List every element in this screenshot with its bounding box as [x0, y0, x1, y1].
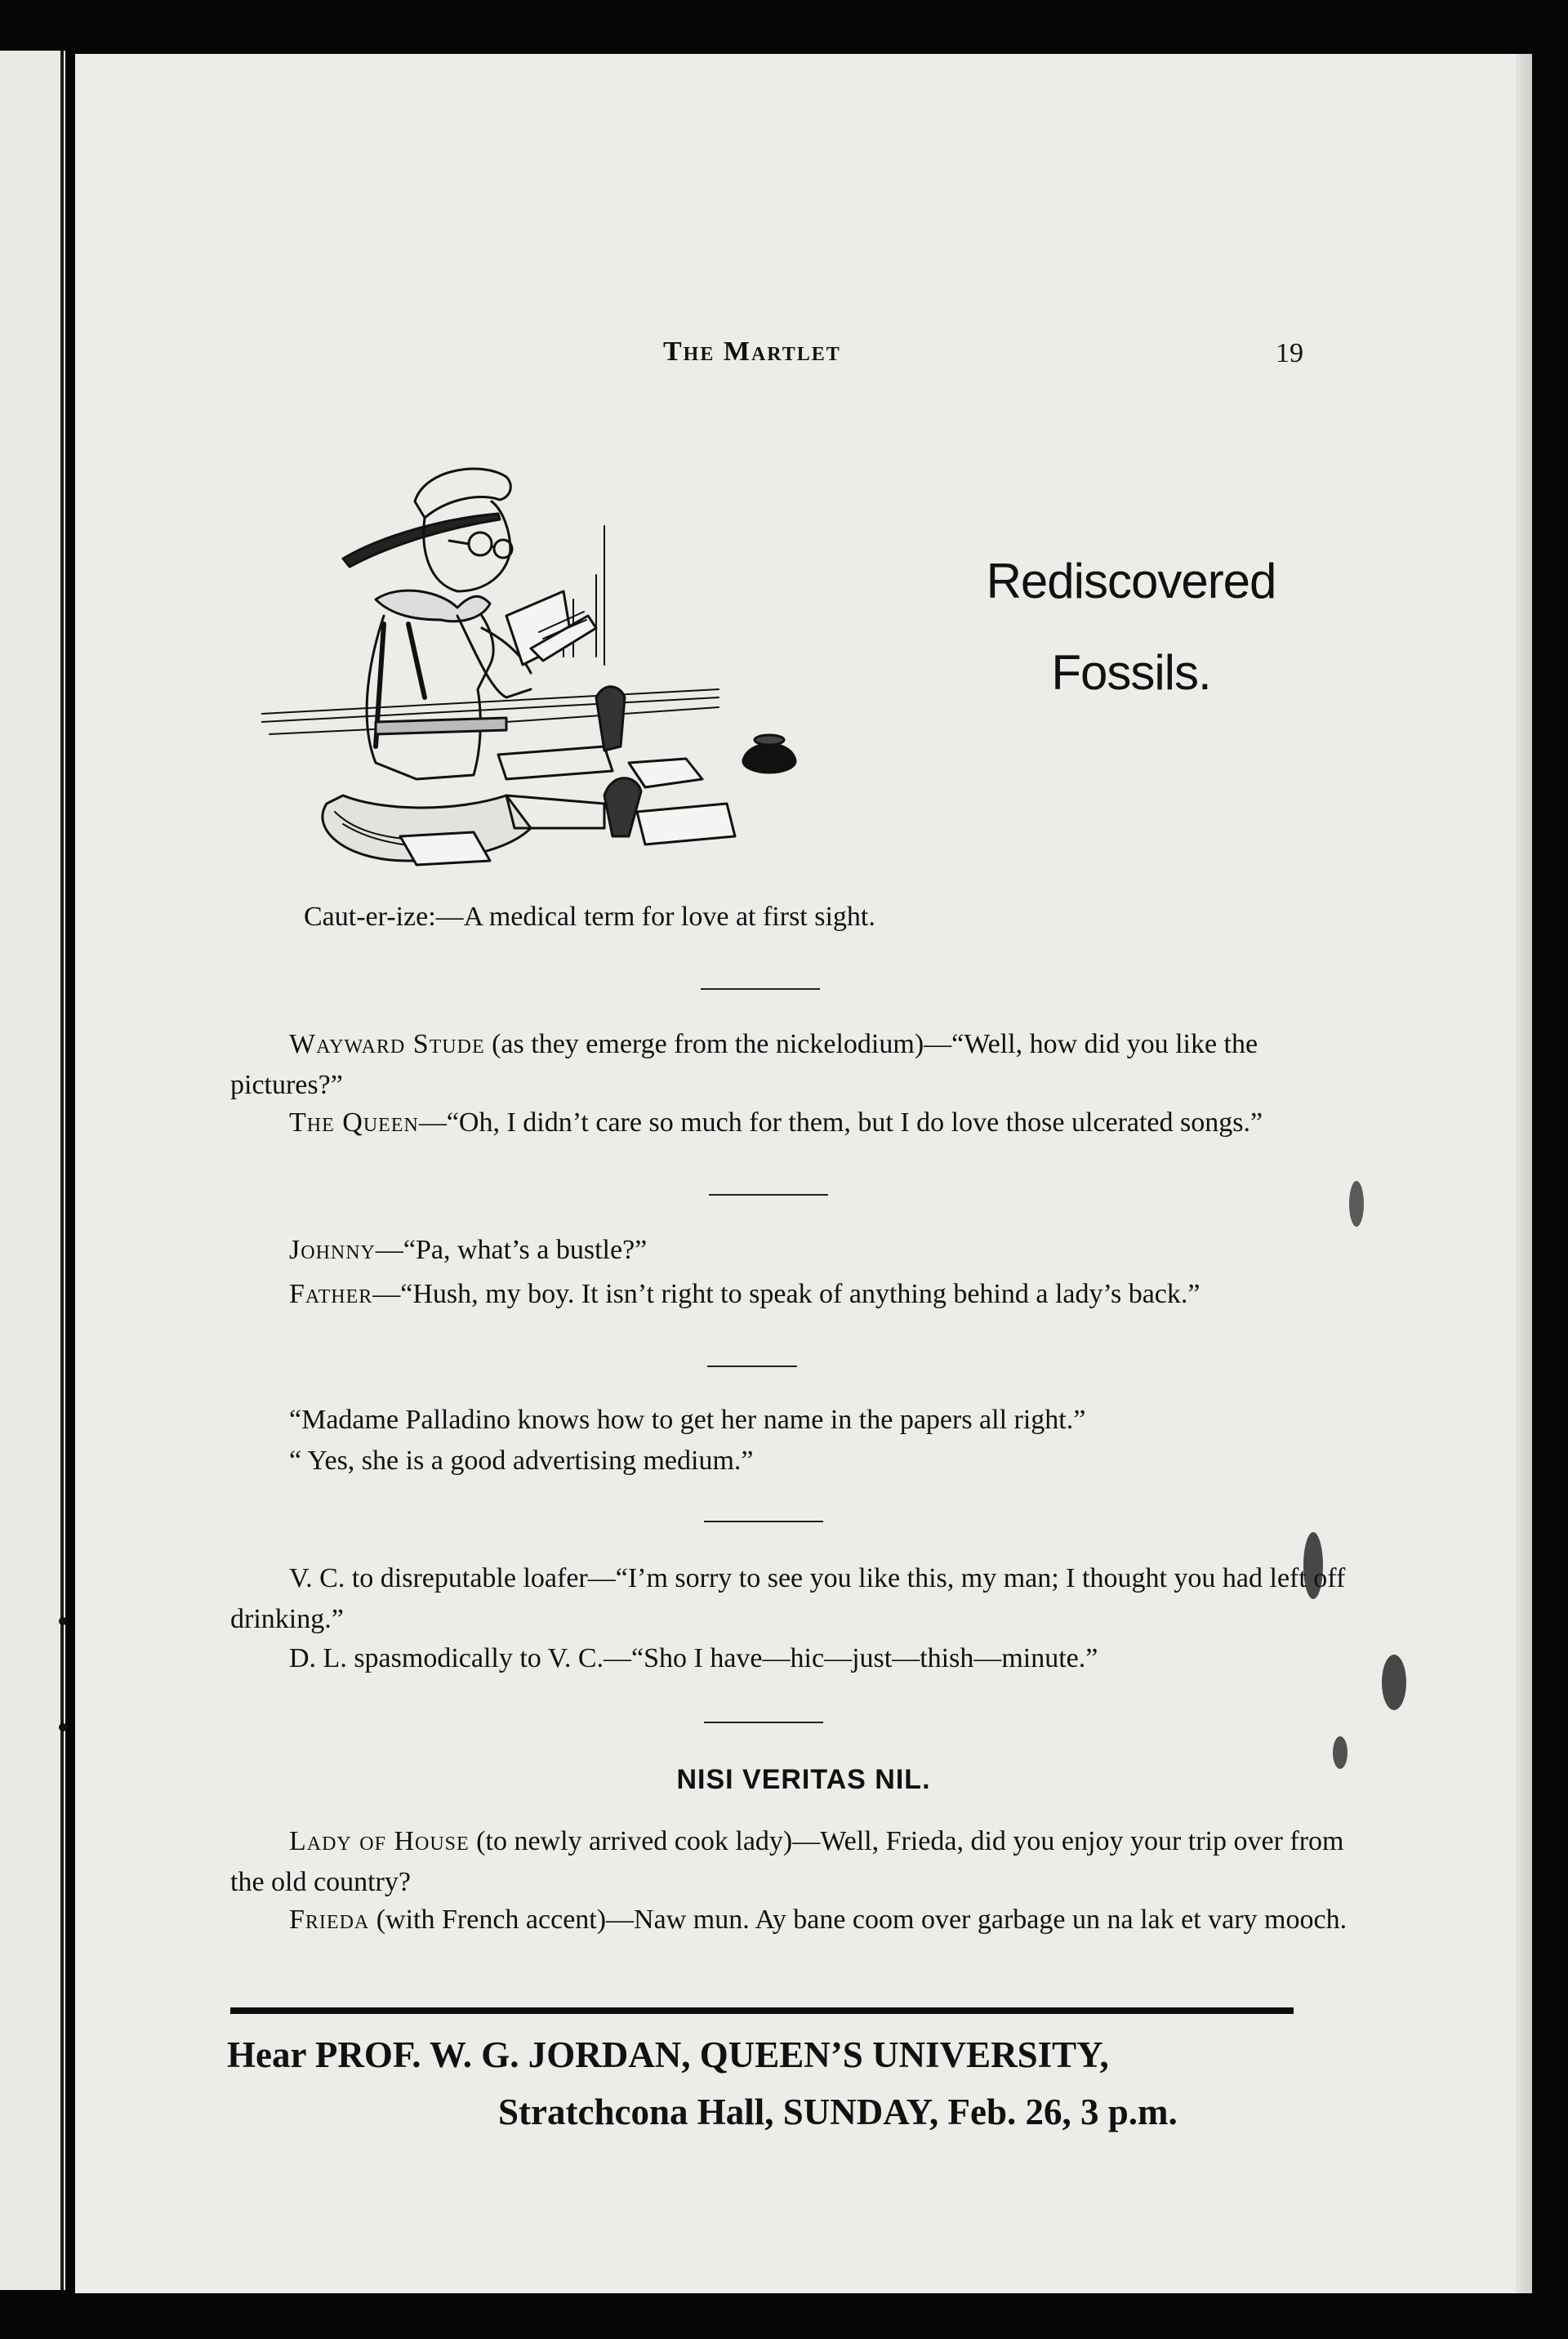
announcement-divider — [230, 2007, 1294, 2014]
dialogue-line: —“Pa, what’s a bustle?” — [375, 1235, 648, 1265]
binding-mark — [59, 1617, 67, 1625]
article-title-line1: Rediscovered — [986, 554, 1276, 608]
binding-mark — [59, 1723, 67, 1731]
speaker-name: Frieda — [289, 1905, 370, 1935]
section-divider — [704, 1722, 823, 1723]
article-title — [956, 536, 1307, 719]
magazine-page — [75, 54, 1532, 2293]
speaker-name: Father — [289, 1279, 373, 1309]
dialogue-line: —“Hush, my boy. It isn’t right to speak of anything behind a lady’s back.” — [372, 1279, 1200, 1309]
section-divider — [709, 1194, 828, 1196]
page-number: 19 — [1276, 338, 1303, 368]
announcement-line2: Stratchcona Hall, SUNDAY, Feb. 26, 3 p.m. — [498, 2092, 1178, 2132]
joke-father — [230, 1274, 1377, 1315]
ink-stain — [1382, 1655, 1406, 1710]
girl-reading-letters-illustration-icon — [261, 452, 931, 893]
page-edge-shadow — [1516, 54, 1532, 2293]
running-head: The Martlet — [663, 336, 841, 367]
announcement-line1: Hear PROF. W. G. JORDAN, QUEEN’S UNIVERSITY, — [227, 2034, 1109, 2075]
previous-page-edge — [0, 51, 65, 2290]
dialogue-line: (to newly arrived cook lady)—Well, Frieda, did you enjoy your trip over from the old country? — [230, 1826, 1344, 1897]
section-divider — [707, 1366, 797, 1367]
dialogue-line: (with French accent)—Naw mun. Ay bane coom over garbage un na lak et vary mooch. — [369, 1905, 1348, 1935]
speaker-name: Lady of House — [289, 1826, 470, 1856]
definition-caut-er-ize: Caut-er-ize:—A medical term for love at first sight. — [304, 902, 875, 932]
joke-palladino-reply: “ Yes, she is a good advertising medium.” — [289, 1446, 754, 1476]
dialogue-line: (as they emerge from the nickelodium)—“Well, how did you like the pictures?” — [230, 1029, 1258, 1100]
ink-stain — [1349, 1181, 1364, 1227]
joke-lady-of-house — [230, 1821, 1377, 1903]
section-divider — [701, 988, 820, 990]
joke-vc-loafer: V. C. to disreputable loafer—“I’m sorry to see you like this, my man; I thought you had left off drinking.” — [230, 1563, 1346, 1634]
joke-johnny — [230, 1230, 1377, 1271]
section-heading: NISI VERITAS NIL. — [676, 1764, 931, 1795]
speaker-name: The Queen — [289, 1107, 419, 1138]
joke-the-queen — [230, 1103, 1377, 1143]
joke-dl-reply: D. L. spasmodically to V. C.—“Sho I have—hic—just—thish—minute.” — [289, 1643, 1098, 1673]
speaker-name: Wayward Stude — [289, 1029, 485, 1059]
dialogue-line: —“Oh, I didn’t care so much for them, but I do love those ulcerated songs.” — [418, 1107, 1263, 1138]
article-title-line2: Fossils. — [1051, 645, 1211, 700]
joke-frieda — [230, 1900, 1377, 1940]
joke-wayward-stude — [230, 1024, 1377, 1106]
binding-fold-line — [60, 51, 64, 2290]
speaker-name: Johnny — [289, 1235, 376, 1265]
joke-palladino: “Madame Palladino knows how to get her name in the papers all right.” — [289, 1405, 1086, 1435]
section-divider — [704, 1521, 823, 1522]
